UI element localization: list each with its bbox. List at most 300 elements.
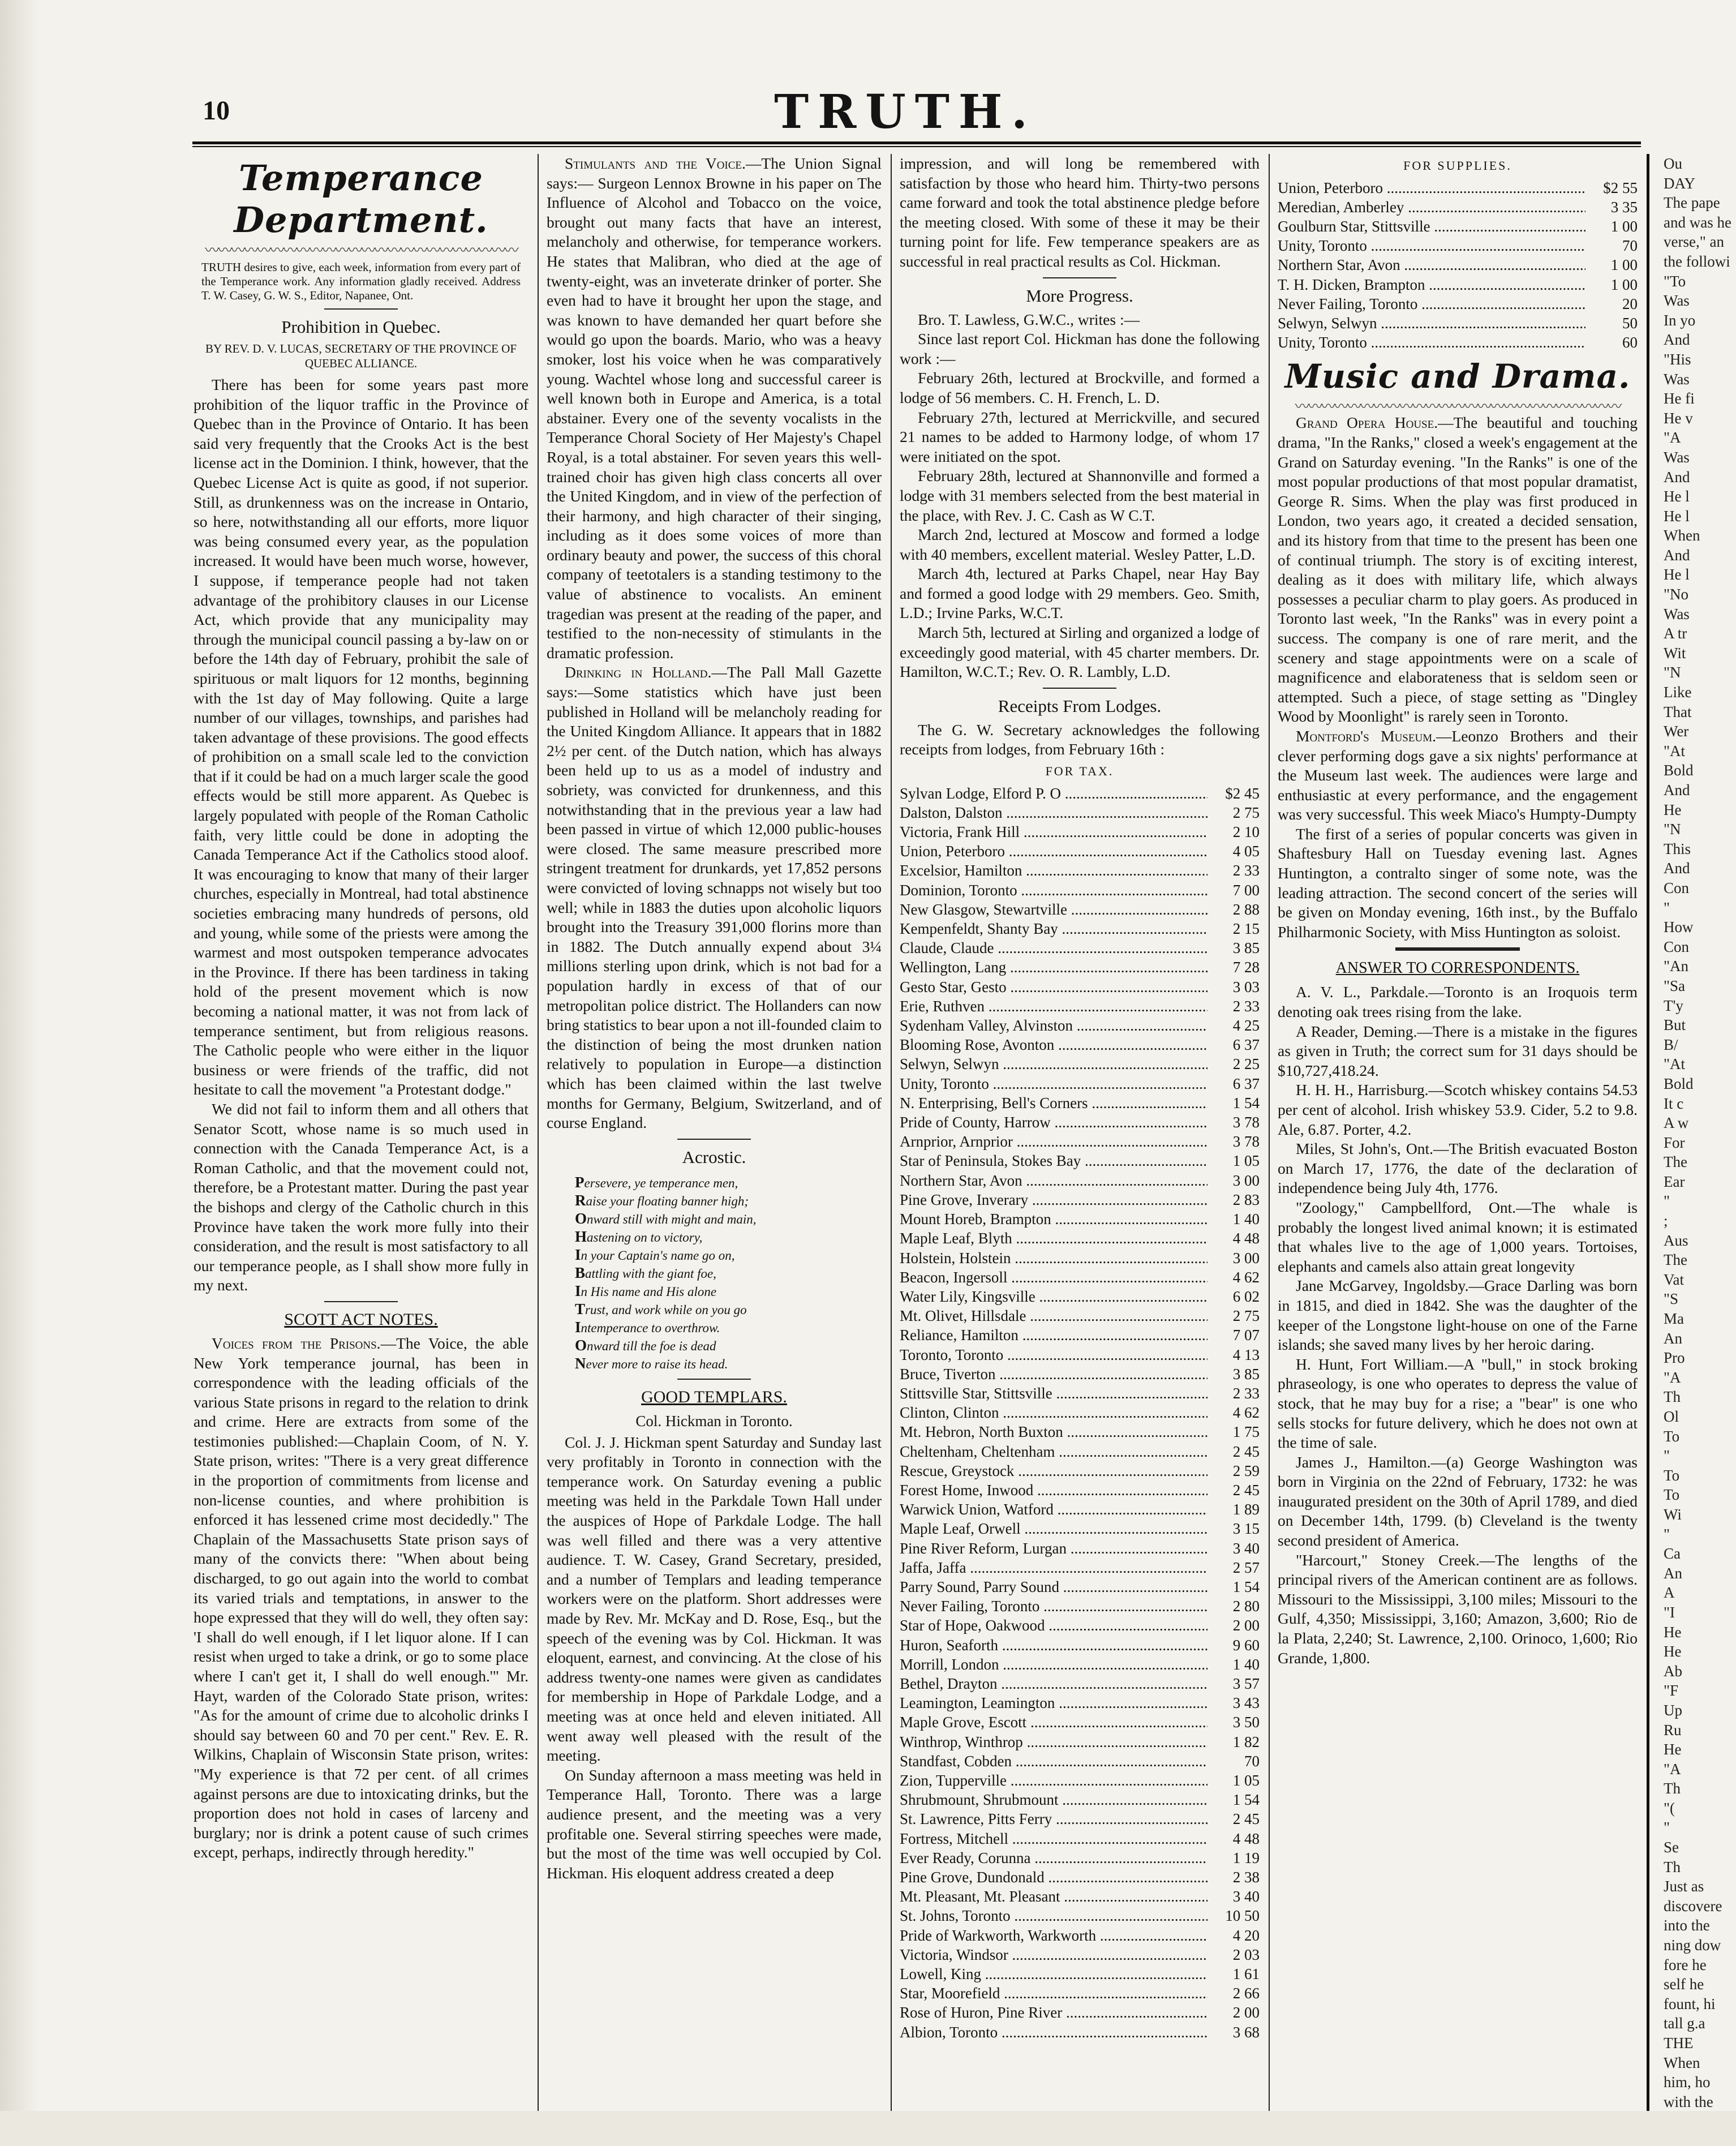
edge-text-fragment: The pape (1664, 194, 1720, 212)
edge-text-fragment: and was he (1664, 213, 1731, 231)
receipt-row (1278, 294, 1638, 314)
article-paragraph: impression, and will long be remembered with satisfaction by those who heard him. Thirty-two persons came forward and took the total abstinence pledge before the meeting closed. With some of these it may be their turning point for life. Few temperance speakers are as successful in real practical results as Col. Hickman. (900, 154, 1260, 270)
lodge-name: Union, Peterboro ..... (1278, 178, 1585, 198)
amount: 2 25 (1232, 1055, 1260, 1073)
page-bottom-margin (0, 2111, 1736, 2146)
receipt-row (900, 1171, 1260, 1190)
lodge-name: Union, Peterboro ..... (900, 842, 1208, 861)
edge-text-fragment: When (1664, 2054, 1700, 2071)
amount: 3 57 (1232, 1675, 1260, 1692)
receipt-row (1278, 333, 1638, 352)
edge-text-fragment: But (1664, 1016, 1686, 1034)
answer-paragraph: James J., Hamilton.—(a) George Washington was born in Virginia on the 22nd of February, 1732: he was inaugurated president on the 30th of April 1789, and died on December 14th, 1799. (b) Cleveland is the twenty second president of America. (1278, 1453, 1638, 1550)
amount: 1 54 (1232, 1791, 1260, 1809)
amount: $2 45 (1225, 784, 1260, 802)
lodge-name: Standfast, Cobden ..... (900, 1752, 1208, 1771)
lodge-name: Clinton, Clinton ..... (900, 1403, 1208, 1422)
lodge-name: N. Enterprising, Bell's Corners ..... (900, 1093, 1208, 1113)
lodge-name: Victoria, Windsor ..... (900, 1945, 1208, 1964)
article-paragraph (1278, 413, 1638, 727)
receipt-row (900, 1984, 1260, 2003)
edge-text-fragment: To (1664, 1486, 1680, 1504)
lodge-name: Meredian, Amberley ..... (1278, 198, 1585, 217)
edge-text-fragment: "N (1664, 664, 1681, 681)
edge-text-fragment: Th (1664, 1388, 1681, 1406)
poem-line: Hastening on to victory, (575, 1227, 703, 1245)
edge-text-fragment: fore he (1664, 1956, 1707, 1973)
lodge-name: Cheltenham, Cheltenham ..... (900, 1442, 1208, 1461)
receipt-row (900, 938, 1260, 958)
answer-paragraph: H. H. H., Harrisburg.—Scotch whiskey contains 54.53 per cent of alcohol. Irish whiskey 53.9. Cider, 5.2 to 9.8. Ale, 6.87. Porter, 4.2. (1278, 1081, 1638, 1138)
poem-line: In His name and His alone (575, 1282, 717, 1299)
receipt-row (900, 1558, 1260, 1577)
edge-text-fragment: And (1664, 468, 1690, 486)
edge-text-fragment: Th (1664, 1858, 1681, 1875)
lodge-name: Sydenham Valley, Alvinston ..... (900, 1016, 1208, 1035)
amount: 7 07 (1232, 1327, 1260, 1344)
edge-text-fragment: He l (1664, 507, 1690, 525)
receipt-row (900, 1461, 1260, 1480)
poem-line: Persevere, ye temperance men, (575, 1173, 738, 1191)
amount: 2 75 (1232, 804, 1260, 821)
edge-text-fragment: Like (1664, 684, 1692, 701)
progress-paragraph: February 26th, lectured at Brockville, and formed a lodge of 56 members. C. H. French, L. D. (900, 369, 1260, 406)
edge-text-fragment: B/ (1664, 1036, 1678, 1053)
receipt-row (900, 1325, 1260, 1345)
poem-line: Raise your floating banner high; (575, 1191, 749, 1209)
amount: 9 60 (1232, 1636, 1260, 1654)
lodge-name: Northern Star, Avon ..... (900, 1171, 1208, 1190)
edge-text-fragment: with the (1664, 2093, 1713, 2110)
receipt-row (900, 1596, 1260, 1616)
paragraph-body: —The Voice, the able New York temperance journal, has been in correspondence with the leading officials of the various State prisons in regard to the relation to drink and crime. Here are extracts from some of the testimonies published:—Chaplain Coom, of N. Y. State prison, writes: "There is a very great difference in the proportion of commitments from license and non-license counties, and where prohibition is enforced it has lessened crime most decidedly." The Chaplain of the Massachusetts State prison says of many of the convicts there: "When about being discharged, to go out again into the world to combat its varied trials and temptations, in answer to the hope expressed that they will do well, they often say: 'I shall do well enough, if I let liquor alone. If I can resist when urged to take a drink, or go to some place where I can't get it, I shall do well enough.'" Mr. Hayt, warden of the Colorado State prison, writes: "As for the amount of crime due to alcoholic drinks I should say between 60 and 70 per cent." Rev. E. R. Wilkins, Chaplain of Wisconsin State prison, writes: "My experience is that 72 per cent. of all crimes against persons are due to intoxicating drinks, but the proportion does not hold in cases of larceny and burglary; nor is drink a potent cause of such crimes except, perhaps, indirectly through heredity." (194, 1334, 528, 1861)
edge-text-fragment: " (1664, 1192, 1670, 1210)
receipt-row (900, 1887, 1260, 1906)
amount: 3 85 (1232, 1365, 1260, 1383)
amount: 4 48 (1232, 1230, 1260, 1247)
edge-text-fragment: To (1664, 1466, 1680, 1484)
receipt-row (900, 1752, 1260, 1771)
edge-text-fragment: the followi (1664, 252, 1730, 270)
lodge-name: Wellington, Lang ..... (900, 958, 1208, 977)
receipt-row (900, 1442, 1260, 1461)
amount: 3 85 (1232, 939, 1260, 957)
receipt-row (900, 1054, 1260, 1074)
edge-text-fragment: him, ho (1664, 2074, 1711, 2091)
amount: 2 45 (1232, 1810, 1260, 1828)
receipt-row (900, 1539, 1260, 1558)
amount: 2 00 (1232, 2004, 1260, 2021)
receipt-row (900, 1848, 1260, 1868)
lodge-name: Unity, Toronto ..... (1278, 236, 1585, 255)
receipt-row (900, 1616, 1260, 1635)
answer-paragraph: "Harcourt," Stoney Creek.—The lengths of the principal rivers of the American continent are as follows. Missouri to the Mississippi, 3,100 miles; Missouri to the Gulf, 4,350; Mississippi, 3,160; Amazon, 3,600; Rio de la Plata, 2,240; St. Lawrence, 2,100. Orinoco, 1,600; Rio Grande, 1,800. (1278, 1551, 1638, 1667)
receipt-row (900, 1074, 1260, 1093)
lodge-name: Star of Peninsula, Stokes Bay ..... (900, 1151, 1208, 1170)
edge-text-fragment: He (1664, 1623, 1682, 1641)
lodge-name: Jaffa, Jaffa ..... (900, 1558, 1208, 1577)
lodge-name: Shrubmount, Shrubmount ..... (900, 1790, 1208, 1809)
receipt-row (900, 1093, 1260, 1113)
amount: 1 05 (1232, 1152, 1260, 1170)
receipt-row (900, 881, 1260, 900)
edge-text-fragment: A (1664, 1584, 1675, 1602)
receipt-row (900, 2023, 1260, 2042)
poem-line: Onward till the foe is dead (575, 1336, 716, 1354)
amount: 2 00 (1232, 1617, 1260, 1634)
article-byline: BY REV. D. V. LUCAS, SECRETARY OF THE PROVINCE OF QUEBEC ALLIANCE. (205, 342, 517, 370)
amount: 3 78 (1232, 1133, 1260, 1151)
progress-paragraph: Bro. T. Lawless, G.W.C., writes :— (918, 310, 1140, 328)
edge-text-fragment: He l (1664, 566, 1690, 583)
progress-paragraph: Since last report Col. Hickman has done the following work :— (900, 330, 1260, 367)
page-edge-rule (1647, 154, 1649, 2115)
edge-text-fragment: ning dow (1664, 1937, 1721, 1954)
supplies-table (1278, 178, 1638, 353)
amount: 4 05 (1232, 843, 1260, 860)
article-paragraph: There has been for some years past more prohibition of the liquor traffic in the Province of Quebec than in the Province of Ontario. It has been said very frequently that the Crooks Act is the best license act in the Dominion. I think, however, that the Quebec License Act is quite as good, if not superior. Still, as drunkenness was on the increase in Ontario, so here, notwithstanding all our efforts, more liquor was being consumed every year, as the population increased. It would have been much worse, however, I suppose, if temperance people had not taken advantage of the prohibitory clauses in our License Act, which provide that any municipality may through the municipal council passing a by-law on or before the 14th day of February, prohibit the sale of spirituous or malt liquors for 12 months, beginning with the 1st day of May following. Quite a large number of our villages, townships, and parishes had taken advantage of these provisions. The good effects of prohibition on a small scale led to the conviction that if it could be had on a much larger scale the good effects would be still more apparent. As Quebec is largely populated with people of the Roman Catholic faith, very little could be done in adopting the Canada Temperance Act if the Catholics stood aloof. It was encouraging to know that many of their larger churches, especially in Montreal, had total abstinence societies embracing many hundreds of persons, old and young, while some of the priests were among the warmest and most outspoken temperance advocates in the Province. If there has been tardiness in taking hold of the present movement which is now becoming a national matter, it was not from lack of temperance sentiment, but from religious reasons. The Catholic people who were either in the liquor business or were friends of the traffic, did not hesitate to call the movement "a Protestant dodge." (194, 376, 528, 1098)
receipt-row (900, 958, 1260, 977)
edge-text-fragment: Wi (1664, 1505, 1682, 1523)
answer-paragraph: A Reader, Deming.—There is a mistake in the figures as given in Truth; the correct sum for 31 days should be $10,727,418.24. (1278, 1022, 1638, 1079)
lodge-name: Arnprior, Arnprior ..... (900, 1132, 1208, 1151)
divider (1043, 688, 1116, 689)
poem-line: Battling with the giant foe, (575, 1264, 716, 1281)
receipt-row (900, 1829, 1260, 1848)
amount: 2 10 (1232, 823, 1260, 841)
amount: 1 40 (1232, 1655, 1260, 1673)
receipt-row (900, 1268, 1260, 1287)
edge-text-fragment: Was (1664, 448, 1690, 466)
edge-text-fragment: tall g.a (1664, 2015, 1705, 2032)
receipt-row (900, 1712, 1260, 1732)
lodge-name: Fortress, Mitchell ..... (900, 1829, 1208, 1848)
edge-text-fragment: verse," an (1664, 233, 1724, 251)
lodge-name: Lowell, King ..... (900, 1964, 1208, 1984)
lodge-name: Pine Grove, Dundonald ..... (900, 1868, 1208, 1887)
temperance-department-title: Temperance Department. (234, 157, 488, 241)
poem-line: Trust, and work while on you go (575, 1300, 747, 1317)
edge-text-fragment: He (1664, 801, 1682, 818)
edge-text-fragment: Ol (1664, 1408, 1679, 1425)
amount: 60 (1622, 334, 1638, 351)
lodge-name: St. Lawrence, Pitts Ferry ..... (900, 1809, 1208, 1829)
amount: 2 66 (1232, 1985, 1260, 2002)
receipt-row (900, 1519, 1260, 1538)
lodge-name: Kempenfeldt, Shanty Bay ..... (900, 919, 1208, 938)
amount: 2 75 (1232, 1307, 1260, 1325)
edge-text-fragment: discovere (1664, 1897, 1722, 1915)
amount: 70 (1244, 1752, 1260, 1770)
amount: 2 03 (1232, 1946, 1260, 1963)
lodge-name: Leamington, Leamington ..... (900, 1693, 1208, 1712)
receipt-row (900, 861, 1260, 880)
lodge-name: Forest Home, Inwood ..... (900, 1480, 1208, 1500)
poem-line: Intemperance to overthrow. (575, 1318, 720, 1336)
lodge-name: Gesto Star, Gesto ..... (900, 977, 1208, 997)
receipt-row (900, 822, 1260, 842)
receipt-row (900, 1693, 1260, 1712)
receipt-row (1278, 275, 1638, 294)
receipt-row (900, 1403, 1260, 1422)
receipt-row (900, 1926, 1260, 1945)
amount: 3 15 (1232, 1520, 1260, 1538)
amount: 2 15 (1232, 920, 1260, 938)
lodge-name: Star, Moorefield ..... (900, 1984, 1208, 2003)
amount: 3 40 (1232, 1539, 1260, 1557)
supplies-subhead: FOR SUPPLIES. (1403, 158, 1512, 173)
edge-text-fragment: Wit (1664, 644, 1686, 662)
lodge-name: Mt. Pleasant, Mt. Pleasant ..... (900, 1887, 1208, 1906)
lodge-name: Maple Grove, Escott ..... (900, 1712, 1208, 1732)
receipt-row (900, 1945, 1260, 1964)
edge-text-fragment: Was (1664, 370, 1690, 388)
receipt-row (900, 1248, 1260, 1268)
edge-text-fragment: Ou (1664, 155, 1682, 172)
edge-text-fragment: "An (1664, 958, 1689, 975)
receipt-row (900, 1500, 1260, 1519)
edge-text-fragment: "I (1664, 1603, 1675, 1621)
edge-text-fragment: Ru (1664, 1721, 1682, 1739)
edge-text-fragment: Was (1664, 292, 1690, 310)
edge-text-fragment: A w (1664, 1114, 1689, 1132)
receipt-row (900, 1480, 1260, 1500)
amount: 1 75 (1232, 1423, 1260, 1441)
lodge-name: Blooming Rose, Avonton ..... (900, 1035, 1208, 1054)
receipt-row (900, 1577, 1260, 1596)
lodge-name: Rose of Huron, Pine River ..... (900, 2003, 1208, 2022)
receipt-row (900, 1190, 1260, 1209)
edge-text-fragment: Th (1664, 1780, 1681, 1797)
edge-text-fragment: How (1664, 919, 1694, 936)
receipt-row (900, 1384, 1260, 1403)
receipt-row (900, 2003, 1260, 2022)
edge-text-fragment: DAY (1664, 174, 1696, 192)
lodge-name: Northern Star, Avon ..... (1278, 255, 1585, 274)
edge-text-fragment: "To (1664, 272, 1686, 290)
receipt-row (900, 1674, 1260, 1693)
edge-text-fragment: Aus (1664, 1231, 1688, 1249)
receipt-row (1278, 178, 1638, 198)
receipts-intro: The G. W. Secretary acknowledges the following receipts from lodges, from February 16th : (900, 720, 1260, 758)
column-2 (547, 154, 882, 2112)
amount: 3 35 (1610, 198, 1638, 216)
receipt-row (900, 1209, 1260, 1229)
edge-text-fragment: "At (1664, 1055, 1686, 1073)
lodge-name: Bruce, Tiverton ..... (900, 1364, 1208, 1384)
lodge-name: Pride of County, Harrow ..... (900, 1113, 1208, 1132)
paragraph-lead: Drinking in Holland. (565, 663, 712, 681)
receipt-row (900, 1655, 1260, 1674)
lodge-name: Pine Grove, Inverary ..... (900, 1190, 1208, 1209)
lodge-name: Never Failing, Toronto ..... (900, 1596, 1208, 1616)
lodge-name: Unity, Toronto ..... (1278, 333, 1585, 352)
edge-text-fragment: That (1664, 703, 1692, 720)
amount: 2 80 (1232, 1598, 1260, 1615)
amount: $2 55 (1603, 179, 1638, 196)
lodge-name: Holstein, Holstein ..... (900, 1248, 1208, 1268)
lodge-name: Reliance, Hamilton ..... (900, 1325, 1208, 1345)
lodge-name: Rescue, Greystock ..... (900, 1461, 1208, 1480)
amount: 1 61 (1232, 1965, 1260, 1983)
edge-text-fragment: " (1664, 899, 1670, 916)
edge-text-fragment: For (1664, 1134, 1685, 1151)
divider (1395, 947, 1520, 951)
divider (324, 1301, 398, 1302)
music-drama-title: Music and Drama. (1284, 357, 1631, 396)
receipt-row (900, 1809, 1260, 1829)
divider (1043, 277, 1116, 278)
lodge-name: Victoria, Frank Hill ..... (900, 822, 1208, 842)
edge-text-fragment: "A (1664, 1760, 1681, 1778)
edge-text-fragment: The (1664, 1251, 1687, 1269)
edge-text-fragment: It c (1664, 1095, 1684, 1112)
edge-text-fragment: "F (1664, 1682, 1679, 1699)
receipt-row (900, 1151, 1260, 1170)
lodge-name: Winthrop, Winthrop ..... (900, 1732, 1208, 1752)
edge-text-fragment: Bold (1664, 762, 1694, 779)
paragraph-lead: Grand Opera House. (1296, 414, 1438, 432)
edge-text-fragment: Vat (1664, 1271, 1684, 1288)
progress-paragraph: February 28th, lectured at Shannonville and formed a lodge with 31 members selected from the best material in the place, with Rev. J. C. Cash as W C.T. (900, 467, 1260, 524)
column-4 (1278, 154, 1638, 2112)
lodge-name: Erie, Ruthven ..... (900, 997, 1208, 1016)
article-paragraph: On Sunday afternoon a mass meeting was held in Temperance Hall, Toronto. There was a large audience present, and the meeting was a very profitable one. Several stirring speeches were made, but the most of the time was well occupied by Col. Hickman. His eloquent address created a deep (547, 1766, 882, 1882)
lodge-name: Selwyn, Selwyn ..... (1278, 314, 1585, 333)
wavy-divider: 〰〰〰〰〰〰〰〰〰〰〰〰〰〰〰〰〰〰〰〰〰〰〰〰〰 (1295, 401, 1621, 414)
amount: 2 45 (1232, 1443, 1260, 1460)
receipt-row (1278, 217, 1638, 236)
edge-text-fragment: T'y (1664, 997, 1683, 1014)
edge-text-fragment: An (1664, 1564, 1682, 1582)
good-templars-title: GOOD TEMPLARS. (641, 1387, 787, 1406)
answer-paragraph: "Zoology," Campbellford, Ont.—The whale is probably the longest lived animal known; it is estimated that whales live to the age of 1,000 years. Tortoises, elephants and camels also attain great longevity (1278, 1198, 1638, 1275)
acrostic-title: Acrostic. (682, 1147, 746, 1167)
amount: 3 00 (1232, 1249, 1260, 1267)
amount: 4 20 (1232, 1926, 1260, 1944)
column-3 (900, 154, 1260, 2112)
edge-text-fragment: into the (1664, 1917, 1710, 1934)
amount: 7 00 (1232, 881, 1260, 899)
lodge-name: Sylvan Lodge, Elford P. O ..... (900, 784, 1208, 803)
lodge-name: Beacon, Ingersoll ..... (900, 1268, 1208, 1287)
edge-text-fragment: An (1664, 1329, 1682, 1347)
poem-line: Onward still with might and main, (575, 1209, 757, 1227)
edge-text-fragment: And (1664, 860, 1690, 877)
edge-text-fragment: And (1664, 331, 1690, 349)
lodge-name: New Glasgow, Stewartville ..... (900, 900, 1208, 919)
lodge-name: Albion, Toronto ..... (900, 2023, 1208, 2042)
amount: 1 54 (1232, 1578, 1260, 1595)
adjacent-page-fragment (1664, 154, 1736, 2112)
receipt-row (900, 900, 1260, 919)
column-rule (538, 154, 539, 2115)
receipt-row (1278, 236, 1638, 255)
amount: 1 00 (1610, 276, 1638, 293)
edge-text-fragment: Con (1664, 938, 1690, 955)
lodge-name: Claude, Claude ..... (900, 938, 1208, 958)
paragraph-body: —The Pall Mall Gazette says:—Some statistics which have just been published in Holland will be melancholy reading for the United Kingdom Alliance. It appears that in 1882 2½ per cent. of the Dutch nation, which has always been held up to us as a model of industry and sobriety, was convicted for drunkenness, and this notwithstanding that in the previous year a law had been passed in virtue of which 12,000 public-houses were closed. The same measure prescribed more stringent treatment for drunkards, yet 17,852 persons were convicted of loving schnapps not wisely but too well; while in 1883 the duties upon alcoholic liquors brought into the Treasury 391,000 florins more than in 1882. The Dutch annually expend about 3¼ millions sterling upon drink, which is not bad for a population hardly in excess of that of our metropolitan police district. The Hollanders can now bring statistics to bear upon a not ill-founded claim to the distinction of being the most drunken nation relatively to population in Europe—a distinction which has been claimed within the last twelve months for Germany, Belgium, Switzerland, and of course England. (547, 663, 882, 1132)
amount: 2 57 (1232, 1559, 1260, 1576)
edge-text-fragment: He v (1664, 409, 1693, 427)
amount: 2 83 (1232, 1191, 1260, 1208)
receipt-row (900, 1132, 1260, 1151)
lodge-name: T. H. Dicken, Brampton ..... (1278, 275, 1585, 294)
edge-text-fragment: Wer (1664, 723, 1689, 740)
article-paragraph: Col. J. J. Hickman spent Saturday and Sunday last very profitably in Toronto in connection with the temperance work. On Saturday evening a public meeting was held in the Parkdale Town Hall under the auspices of Hope of Parkdale Lodge. The hall was well filled and there was a very attentive audience. T. W. Casey, Grand Secretary, presided, and a number of Templars and leading temperance workers were on the platform. Short addresses were made by Rev. Mr. McKay and D. Rose, Esq., but the speech of the evening was by Col. Hickman. It was eloquent, earnest, and convincing. At the close of his address twenty-one names were given as candidates for membership in Hope of Parkdale Lodge, and a meeting was at once held and eleven initiated. All went away well pleased with the result of the meeting. (547, 1433, 882, 1765)
column-rule (1269, 154, 1270, 2115)
amount: 1 82 (1232, 1733, 1260, 1750)
receipt-row (900, 977, 1260, 997)
edge-text-fragment: "No (1664, 586, 1689, 603)
amount: 1 00 (1610, 218, 1638, 235)
amount: 3 40 (1232, 1888, 1260, 1905)
receipt-row (900, 1732, 1260, 1752)
lodge-name: Warwick Union, Watford ..... (900, 1500, 1208, 1519)
receipt-row (900, 1016, 1260, 1035)
lodge-name: Stittsville Star, Stittsville ..... (900, 1384, 1208, 1403)
edge-text-fragment: And (1664, 546, 1690, 564)
article-paragraph (547, 663, 882, 1132)
divider (324, 308, 398, 310)
amount: 1 54 (1232, 1094, 1260, 1111)
edge-text-fragment: He l (1664, 488, 1690, 505)
paragraph-lead: Voices from the Prisons. (212, 1334, 381, 1352)
edge-text-fragment: "N (1664, 821, 1681, 838)
column-rule (891, 154, 892, 2115)
article-paragraph (547, 154, 882, 663)
edge-text-fragment: " (1664, 1819, 1670, 1836)
progress-paragraph: March 4th, lectured at Parks Chapel, near Hay Bay and formed a good lodge with 29 members. Geo. Smith, L.D.; Irvine Parks, W.C.T. (900, 565, 1260, 622)
receipts-title: Receipts From Lodges. (998, 696, 1162, 716)
lodge-name: Never Failing, Toronto ..... (1278, 294, 1585, 314)
lodge-name: Selwyn, Selwyn ..... (900, 1054, 1208, 1074)
edge-text-fragment: "His (1664, 350, 1691, 368)
lodge-name: Zion, Tupperville ..... (900, 1771, 1208, 1790)
amount: 2 33 (1232, 1384, 1260, 1402)
article-title-prohibition: Prohibition in Quebec. (281, 317, 441, 337)
lodge-name: Maple Leaf, Blyth ..... (900, 1229, 1208, 1248)
amount: 50 (1622, 315, 1638, 332)
receipt-row (900, 1964, 1260, 1984)
page-left-edge (0, 0, 40, 2146)
poem-line: Never more to raise its head. (575, 1354, 728, 1372)
paragraph-body: —The beautiful and touching drama, "In the Ranks," closed a week's engagement at the Grand on Saturday evening. "In the Ranks" is one of the most popular productions of that most popular dramatist, George R. Sims. When the play was first produced in London, two years ago, it created a decided sensation, and its history from that time to the present has been one of continual triumph. The story is of exciting interest, dealing as it does with military life, which always possesses a peculiar charm to play goers. As produced in Toronto last week, "In the Ranks" was in every point a success. The company is one of rare merit, and the scenery and stage appointments were on a scale of magnificence and elaborateness that is seldom seen or attempted. Such a piece, of stage setting as "Dingley Wood by Moonlight" is rarely seen in Toronto. (1278, 414, 1638, 726)
more-progress-title: More Progress. (1026, 285, 1133, 306)
amount: 2 88 (1232, 900, 1260, 918)
lodge-name: St. Johns, Toronto ..... (900, 1906, 1208, 1925)
edge-text-fragment: And (1664, 782, 1690, 799)
edge-text-fragment: "At (1664, 742, 1686, 759)
edge-text-fragment: " (1664, 1525, 1670, 1543)
amount: 3 43 (1232, 1694, 1260, 1712)
receipts-subhead: FOR TAX. (1045, 764, 1114, 779)
edge-text-fragment: Was (1664, 605, 1690, 623)
answer-paragraph: H. Hunt, Fort William.—A "bull," in stock broking phraseology, is one who operates to depress the value of stock, that he may buy for a rise; a "bear" is one who sells stocks for future delivery, which he does not own at the time of sale. (1278, 1355, 1638, 1452)
amount: 4 48 (1232, 1830, 1260, 1847)
amount: 10 50 (1225, 1907, 1260, 1925)
amount: 1 19 (1232, 1849, 1260, 1866)
receipt-row (900, 1364, 1260, 1384)
receipt-row (1278, 314, 1638, 333)
masthead: TRUTH. (774, 85, 1037, 139)
amount: 4 62 (1232, 1268, 1260, 1286)
receipt-row (900, 803, 1260, 822)
receipt-row (1278, 198, 1638, 217)
amount: 3 00 (1232, 1171, 1260, 1189)
column-1 (194, 154, 528, 2112)
edge-text-fragment: Ab (1664, 1662, 1682, 1680)
